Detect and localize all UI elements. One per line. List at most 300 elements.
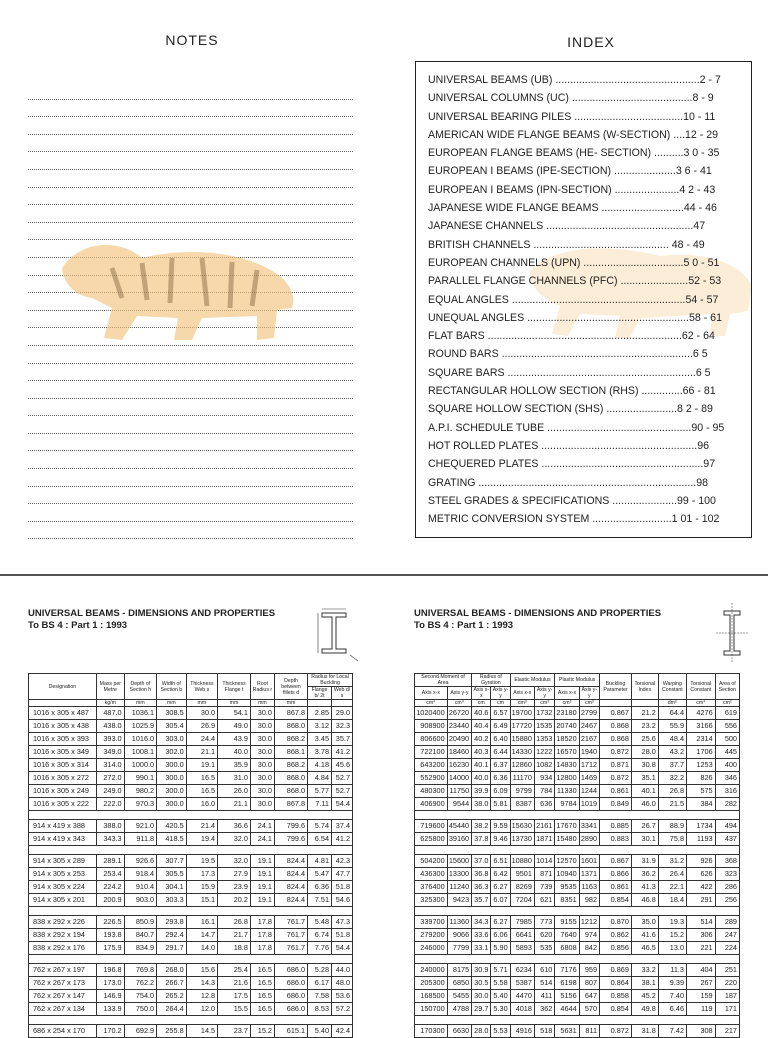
value-cell: 921.0: [124, 820, 156, 833]
value-cell: 3341: [579, 820, 599, 833]
group-header: Second Moment of Area: [415, 674, 472, 687]
value-cell: 18520: [555, 733, 579, 746]
value-cell: 15.2: [250, 1025, 274, 1038]
value-cell: 308.5: [157, 707, 187, 720]
sub-header: Axis x-x: [415, 687, 448, 700]
value-cell: 1222: [534, 746, 554, 759]
index-entry: UNIVERSAL BEARING PILES .....................................10 - 11: [428, 110, 716, 123]
notes-line: [28, 469, 353, 487]
value-cell: 33.1: [472, 942, 491, 955]
value-cell: 824.4: [274, 881, 307, 894]
value-cell: 9799: [510, 785, 534, 798]
value-cell: 308: [687, 1025, 716, 1038]
value-cell: 8175: [447, 964, 471, 977]
value-cell: 16.5: [250, 964, 274, 977]
value-cell: 9423: [447, 894, 471, 907]
value-cell: 54.4: [332, 942, 353, 955]
unit-cell: cm⁴: [415, 700, 448, 707]
value-cell: 514: [534, 977, 554, 990]
value-cell: 0.861: [600, 881, 632, 894]
value-cell: 75.8: [658, 833, 686, 846]
value-cell: 24.1: [250, 820, 274, 833]
value-cell: 46.0: [631, 798, 658, 811]
group-header: Buckling Parameter: [600, 674, 632, 700]
value-cell: 21.4: [186, 820, 217, 833]
value-cell: 30.1: [631, 833, 658, 846]
value-cell: 19.1: [250, 894, 274, 907]
value-cell: 38.0: [472, 798, 491, 811]
value-cell: 29.0: [332, 707, 353, 720]
value-cell: 739: [534, 881, 554, 894]
value-cell: 11750: [447, 785, 471, 798]
value-cell: 15.5: [218, 1003, 251, 1016]
value-cell: 146.9: [97, 990, 125, 1003]
value-cell: 7799: [447, 942, 471, 955]
designation-cell: 914 x 419 x 343: [29, 833, 97, 846]
value-cell: 7.11: [308, 798, 332, 811]
value-cell: 36.6: [218, 820, 251, 833]
value-cell: 362: [534, 1003, 554, 1016]
value-cell: 1712: [579, 759, 599, 772]
value-cell: 5.40: [491, 990, 510, 1003]
value-cell: 29.7: [472, 1003, 491, 1016]
value-cell: 908900: [415, 720, 448, 733]
value-cell: 6.42: [491, 868, 510, 881]
value-cell: 15.2: [658, 929, 686, 942]
value-cell: 304.1: [157, 881, 187, 894]
value-cell: 30.0: [250, 798, 274, 811]
spacer-cell: [29, 907, 353, 916]
value-cell: 438.0: [97, 720, 125, 733]
value-cell: 1371: [579, 868, 599, 881]
value-cell: 0.861: [600, 785, 632, 798]
value-cell: 21.7: [218, 929, 251, 942]
table-row: [415, 820, 740, 833]
group-spacer: [415, 907, 740, 916]
value-cell: 0.870: [600, 916, 632, 929]
value-cell: 6.09: [491, 785, 510, 798]
table-row: [29, 746, 353, 759]
unit-cell: mm: [124, 700, 156, 707]
index-entry: A.P.I. SCHEDULE TUBE .................................................90 - 95: [428, 421, 725, 434]
value-cell: 41.3: [631, 881, 658, 894]
notes-line: [28, 205, 353, 223]
value-cell: 21.5: [658, 798, 686, 811]
value-cell: 926: [687, 855, 716, 868]
spacer-cell: [415, 955, 740, 964]
value-cell: 647: [579, 990, 599, 1003]
unit-cell: [29, 700, 97, 707]
index-entry: SQUARE BARS ................................................................6 5: [428, 366, 711, 379]
group-header: Plastic Modulus: [555, 674, 600, 687]
designation-cell: 838 x 292 x 176: [29, 942, 97, 955]
value-cell: 6.57: [491, 707, 510, 720]
group-spacer: [29, 907, 353, 916]
value-cell: 32.3: [332, 720, 353, 733]
group-spacer: [415, 1016, 740, 1025]
value-cell: 18460: [447, 746, 471, 759]
value-cell: 4.18: [308, 759, 332, 772]
value-cell: 14.0: [186, 942, 217, 955]
index-entry: UNIVERSAL COLUMNS (UC) .........................................8 - 9: [428, 92, 714, 105]
spacer-cell: [415, 1016, 740, 1025]
value-cell: 187: [715, 990, 739, 1003]
value-cell: 40.1: [631, 785, 658, 798]
value-cell: 17.8: [250, 916, 274, 929]
value-cell: 25.6: [631, 733, 658, 746]
value-cell: 16.5: [186, 772, 217, 785]
value-cell: 4788: [447, 1003, 471, 1016]
value-cell: 18.4: [658, 894, 686, 907]
value-cell: 30.5: [472, 977, 491, 990]
value-cell: 19.5: [186, 855, 217, 868]
value-cell: 23.9: [218, 881, 251, 894]
value-cell: 323: [715, 868, 739, 881]
value-cell: 14000: [447, 772, 471, 785]
value-cell: 26.4: [658, 868, 686, 881]
designation-cell: 762 x 267 x 147: [29, 990, 97, 1003]
value-cell: 1871: [534, 833, 554, 846]
unit-cell: cm⁴: [447, 700, 471, 707]
index-entry: METRIC CONVERSION SYSTEM ...........................1 01 - 102: [428, 513, 720, 526]
sub-header: Axis x-x: [510, 687, 534, 700]
value-cell: 19.1: [250, 868, 274, 881]
value-cell: 7985: [510, 916, 534, 929]
column-header: Depth between fillets d: [274, 674, 307, 700]
notes-line: [28, 381, 353, 399]
value-cell: 8269: [510, 881, 534, 894]
table-row: [29, 942, 353, 955]
value-cell: 686.0: [274, 964, 307, 977]
index-entry: UNEQUAL ANGLES .......................................................58 - 61: [428, 311, 722, 324]
value-cell: 1469: [579, 772, 599, 785]
unit-cell: cm³: [534, 700, 554, 707]
value-cell: 6.40: [491, 733, 510, 746]
designation-cell: 1016 x 305 x 487: [29, 707, 97, 720]
value-cell: 14.7: [186, 929, 217, 942]
value-cell: 300.0: [157, 785, 187, 798]
value-cell: 19.1: [186, 759, 217, 772]
designation-cell: 914 x 305 x 201: [29, 894, 97, 907]
value-cell: 35.0: [631, 916, 658, 929]
value-cell: 8387: [510, 798, 534, 811]
table-row: [29, 916, 353, 929]
value-cell: 41.6: [631, 929, 658, 942]
value-cell: 1535: [534, 720, 554, 733]
tables-page: [0, 577, 768, 1035]
value-cell: 240000: [415, 964, 448, 977]
value-cell: 5.58: [491, 977, 510, 990]
table-row: [415, 881, 740, 894]
value-cell: 1036.1: [124, 707, 156, 720]
value-cell: 867.8: [274, 707, 307, 720]
unit-cell: mm: [186, 700, 217, 707]
value-cell: 253.4: [97, 868, 125, 881]
value-cell: 1734: [687, 820, 716, 833]
index-entry: ROUND BARS .................................................................6 5: [428, 348, 708, 361]
notes-line: [28, 82, 353, 100]
value-cell: 926.6: [124, 855, 156, 868]
table-row: [29, 881, 353, 894]
column-header: Mass per Metre: [97, 674, 125, 700]
designation-cell: 914 x 305 x 289: [29, 855, 97, 868]
group-header: Torsional Index: [631, 674, 658, 700]
value-cell: 1244: [579, 785, 599, 798]
value-cell: 5.47: [308, 868, 332, 881]
value-cell: 305.5: [157, 868, 187, 881]
value-cell: 42.3: [332, 855, 353, 868]
designation-cell: 914 x 305 x 224: [29, 881, 97, 894]
value-cell: 30.0: [250, 733, 274, 746]
table-row: [29, 772, 353, 785]
group-header: Torsional Constant: [687, 674, 716, 700]
value-cell: 826: [687, 772, 716, 785]
index-entry: BRITISH CHANNELS .............................................. 48 - 49: [428, 238, 705, 251]
value-cell: 7176: [555, 964, 579, 977]
value-cell: 36.2: [631, 868, 658, 881]
value-cell: 30.0: [250, 785, 274, 798]
index-entry: EUROPEAN I BEAMS (IPE-SECTION) .....................3 6 - 41: [428, 165, 712, 178]
value-cell: 9.46: [491, 833, 510, 846]
value-cell: 750.0: [124, 1003, 156, 1016]
value-cell: 25.4: [218, 964, 251, 977]
table-row: [29, 1025, 353, 1038]
value-cell: 6.44: [491, 746, 510, 759]
value-cell: 556: [715, 720, 739, 733]
value-cell: 22.1: [658, 881, 686, 894]
value-cell: 5.53: [491, 1025, 510, 1038]
left-table-subtitle: To BS 4 : Part 1 : 1993: [28, 619, 128, 631]
index-entry: JAPANESE WIDE FLANGE BEAMS ............................44 - 46: [428, 202, 717, 215]
value-cell: 5.71: [491, 964, 510, 977]
value-cell: 934: [534, 772, 554, 785]
table-row: [415, 833, 740, 846]
value-cell: 200.9: [97, 894, 125, 907]
right-table-title: UNIVERSAL BEAMS - DIMENSIONS AND PROPERTIES: [414, 608, 662, 619]
value-cell: 0.885: [600, 820, 632, 833]
value-cell: 30.0: [250, 746, 274, 759]
value-cell: 1019: [579, 798, 599, 811]
value-cell: 570: [579, 1003, 599, 1016]
notes-line: [28, 346, 353, 364]
value-cell: 487.0: [97, 707, 125, 720]
value-cell: 13300: [447, 868, 471, 881]
value-cell: 30.0: [250, 772, 274, 785]
unit-cell: cm: [472, 700, 491, 707]
unit-cell: cm³: [579, 700, 599, 707]
column-header: Designation: [29, 674, 97, 700]
index-entry: EQUAL ANGLES ...........................................................54 - 57: [428, 293, 719, 306]
value-cell: 769.8: [124, 964, 156, 977]
value-cell: 6234: [510, 964, 534, 977]
table-row: [415, 942, 740, 955]
value-cell: 494: [715, 820, 739, 833]
spacer-cell: [415, 907, 740, 916]
value-cell: 5455: [447, 990, 471, 1003]
column-header: Radius for Local Buckling: [308, 674, 353, 687]
value-cell: 37.0: [472, 855, 491, 868]
group-spacer: [29, 955, 353, 964]
value-cell: 15.1: [186, 894, 217, 907]
value-cell: 990.1: [124, 772, 156, 785]
table-row: [415, 759, 740, 772]
left-dimensions-table: [28, 673, 353, 1038]
value-cell: 26.8: [218, 916, 251, 929]
column-header: Width of Section b: [157, 674, 187, 700]
value-cell: 175.9: [97, 942, 125, 955]
value-cell: 300.0: [157, 759, 187, 772]
value-cell: 303.0: [157, 733, 187, 746]
value-cell: 37.8: [472, 833, 491, 846]
value-cell: 150700: [415, 1003, 448, 1016]
value-cell: 11360: [447, 916, 471, 929]
value-cell: 23.7: [218, 1025, 251, 1038]
value-cell: 30.0: [250, 759, 274, 772]
value-cell: 349.0: [97, 746, 125, 759]
value-cell: 9501: [510, 868, 534, 881]
value-cell: 39160: [447, 833, 471, 846]
value-cell: 376400: [415, 881, 448, 894]
value-cell: 5.81: [491, 798, 510, 811]
value-cell: 14830: [555, 759, 579, 772]
value-cell: 48.0: [332, 977, 353, 990]
value-cell: 279200: [415, 929, 448, 942]
value-cell: 35.7: [472, 894, 491, 907]
index-entry: EUROPEAN CHANNELS (UPN) ..................................5 0 - 51: [428, 256, 720, 269]
sub-header: Axis x-x: [555, 687, 579, 700]
value-cell: 418.5: [157, 833, 187, 846]
column-header: Depth of Section h: [124, 674, 156, 700]
value-cell: 20740: [555, 720, 579, 733]
value-cell: 246000: [415, 942, 448, 955]
value-cell: 807: [579, 977, 599, 990]
value-cell: 54.1: [218, 707, 251, 720]
value-cell: 14.3: [186, 977, 217, 990]
value-cell: 27.9: [218, 868, 251, 881]
value-cell: 325300: [415, 894, 448, 907]
value-cell: 47.7: [332, 868, 353, 881]
index-entry: HOT ROLLED PLATES .....................................................96: [428, 439, 710, 452]
table-row: [415, 772, 740, 785]
value-cell: 1353: [534, 733, 554, 746]
index-entry: JAPANESE CHANNELS ..................................................47: [428, 220, 706, 233]
value-cell: 2799: [579, 707, 599, 720]
value-cell: 51.8: [332, 929, 353, 942]
value-cell: 2467: [579, 720, 599, 733]
value-cell: 6.74: [308, 929, 332, 942]
designation-cell: 838 x 292 x 226: [29, 916, 97, 929]
unit-cell: mm: [274, 700, 307, 707]
unit-cell: [308, 700, 332, 707]
value-cell: 339700: [415, 916, 448, 929]
value-cell: 0.868: [600, 720, 632, 733]
unit-cell: dm⁶: [658, 700, 686, 707]
notes-line: [28, 135, 353, 153]
designation-cell: 1016 x 305 x 222: [29, 798, 97, 811]
value-cell: 171: [715, 1003, 739, 1016]
right-properties-table: [414, 673, 740, 1038]
value-cell: 289: [715, 916, 739, 929]
value-cell: 7.42: [658, 1025, 686, 1038]
value-cell: 35.7: [332, 733, 353, 746]
value-cell: 21.1: [218, 798, 251, 811]
value-cell: 3166: [687, 720, 716, 733]
table-row: [29, 1003, 353, 1016]
value-cell: 8351: [555, 894, 579, 907]
value-cell: 38.2: [472, 820, 491, 833]
tiger-watermark: [52, 228, 302, 348]
value-cell: 970.3: [124, 798, 156, 811]
table-row: [29, 894, 353, 907]
value-cell: 5156: [555, 990, 579, 1003]
group-spacer: [29, 811, 353, 820]
value-cell: 12.0: [186, 1003, 217, 1016]
designation-cell: 838 x 292 x 194: [29, 929, 97, 942]
designation-cell: 914 x 419 x 388: [29, 820, 97, 833]
notes-line: [28, 364, 353, 382]
unit-cell: mm: [250, 700, 274, 707]
value-cell: 32.0: [218, 855, 251, 868]
value-cell: 6641: [510, 929, 534, 942]
notes-line: [28, 170, 353, 188]
value-cell: 48.4: [658, 733, 686, 746]
value-cell: 34.3: [472, 916, 491, 929]
value-cell: 12570: [555, 855, 579, 868]
value-cell: 980.2: [124, 785, 156, 798]
value-cell: 400: [715, 759, 739, 772]
value-cell: 436300: [415, 868, 448, 881]
table-row: [29, 868, 353, 881]
spacer-cell: [29, 811, 353, 820]
table-row: [415, 868, 740, 881]
value-cell: 11170: [510, 772, 534, 785]
designation-cell: 762 x 267 x 134: [29, 1003, 97, 1016]
value-cell: 6850: [447, 977, 471, 990]
value-cell: 18.8: [218, 942, 251, 955]
value-cell: 868.0: [274, 785, 307, 798]
value-cell: 53.6: [332, 990, 353, 1003]
value-cell: 26.7: [631, 820, 658, 833]
value-cell: 39.9: [472, 785, 491, 798]
notes-line: [28, 399, 353, 417]
value-cell: 754.0: [124, 990, 156, 1003]
table-row: [29, 964, 353, 977]
value-cell: 54.4: [332, 798, 353, 811]
value-cell: 7.76: [308, 942, 332, 955]
value-cell: 1020400: [415, 707, 448, 720]
spacer-cell: [29, 1016, 353, 1025]
value-cell: 23440: [447, 720, 471, 733]
value-cell: 307.7: [157, 855, 187, 868]
notes-line: [28, 451, 353, 469]
value-cell: 6.51: [491, 855, 510, 868]
value-cell: 16.5: [250, 1003, 274, 1016]
value-cell: 0.871: [600, 759, 632, 772]
value-cell: 868.2: [274, 759, 307, 772]
value-cell: 1706: [687, 746, 716, 759]
value-cell: 305.4: [157, 720, 187, 733]
value-cell: 173.0: [97, 977, 125, 990]
value-cell: 404: [687, 964, 716, 977]
value-cell: 26.9: [186, 720, 217, 733]
index-entry: PARALLEL FLANGE CHANNELS (PFC) .......................52 - 53: [428, 275, 722, 288]
value-cell: 0.867: [600, 855, 632, 868]
value-cell: 224: [715, 942, 739, 955]
value-cell: 255.8: [157, 1025, 187, 1038]
value-cell: 504200: [415, 855, 448, 868]
value-cell: 88.9: [658, 820, 686, 833]
value-cell: 33.6: [472, 929, 491, 942]
